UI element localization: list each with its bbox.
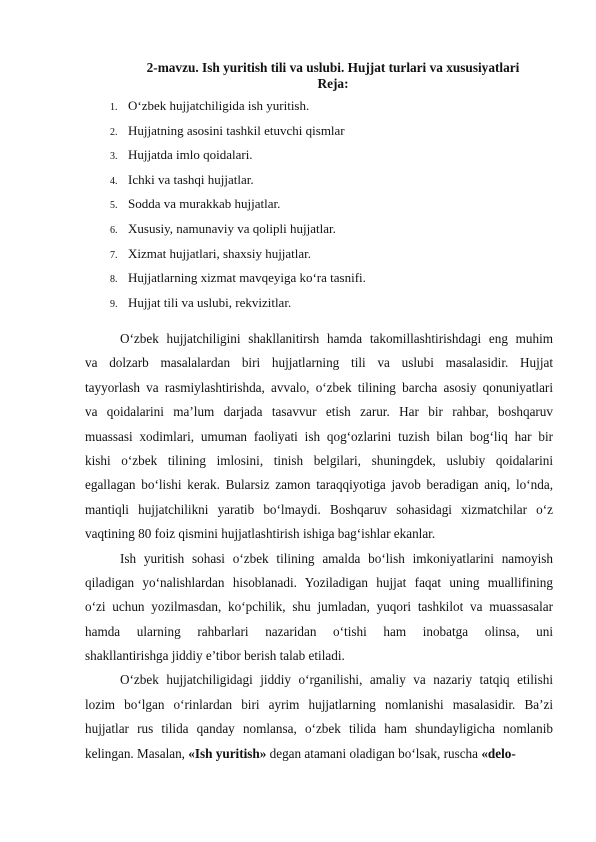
plan-item [110, 245, 366, 270]
text-line: shakllantirishga jiddiy e’tibor berish talab etiladi. [85, 648, 345, 664]
bold-term-delo: «delo- [481, 745, 516, 761]
paragraph-3-last-line [85, 742, 553, 766]
plan-heading: Reja: [317, 76, 349, 91]
plan-item-number: 2. [110, 126, 118, 138]
paragraph-1 [85, 327, 553, 547]
text-line: O‘zbek hujjatchiligini shakllanitirsh hamda takomillashtirishdagi eng muhim [120, 331, 553, 346]
text-line: O‘zbek hujjatchiligidagi jiddiy o‘rganilishi, amaliy va nazariy tatqiq etilishi [120, 672, 553, 688]
text-run: kelingan. Masalan, [85, 745, 189, 761]
plan-list [110, 97, 366, 318]
document-body [85, 327, 553, 766]
plan-item-number: 8. [110, 274, 118, 286]
text-line: egallagan bo‘lishi kerak. Bularsiz zamon taraqqiyotiga javob beradigan aniq, lo‘nda, [85, 477, 553, 493]
plan-item [110, 220, 366, 245]
plan-item [110, 171, 366, 196]
plan-item-text: O‘zbek hujjatchiligida ish yuritish. [128, 98, 310, 113]
text-line: hujjatlar rus tilida qanday nomlansa, o‘zbek tilida ham shundayligicha nomlanib [85, 721, 553, 737]
plan-item-text: Xususiy, namunaviy va qolipli hujjatlar. [128, 220, 336, 236]
plan-item-number: 7. [110, 249, 118, 261]
plan-item [110, 195, 366, 220]
text-line: o‘zi uchun yozilmasdan, ko‘pchilik, shu jumladan, yuqori tashkilot va muassasalar [85, 599, 553, 615]
text-line: va qoidalarini ma’lum darjada tasavvur etish zarur. Har bir rahbar, boshqaruv [85, 404, 553, 420]
bold-term-ish-yuritish: «Ish yuritish» [188, 745, 267, 761]
plan-item-text: Ichki va tashqi hujjatlar. [128, 171, 254, 187]
plan-item [110, 146, 366, 171]
plan-item-text: Hujjatning asosini tashkil etuvchi qismlar [128, 122, 345, 138]
plan-item-text: Sodda va murakkab hujjatlar. [128, 196, 281, 212]
text-line: vaqtining 80 foiz qismini hujjatlashtirish ishiga bag‘ishlar ekanlar. [85, 526, 436, 542]
text-line: hamda ularning rahbarlari nazaridan o‘tishi ham inobatga olinsa, uni [85, 623, 553, 639]
text-line: mantiqli hujjatchilikni yaratib bo‘lmaydi. Boshqaruv sohasidagi xizmatchilar o‘z [85, 501, 553, 517]
plan-item-text: Hujjatda imlo qoidalari. [128, 147, 253, 163]
text-line: muassasi xodimlari, umuman faoliyati ish qog‘ozlarini tuzish bilan bog‘liq har bir [85, 428, 553, 444]
document-title: 2-mavzu. Ish yuritish tili va uslubi. Hujjat turlari va xususiyatlari [146, 60, 520, 75]
plan-item-number: 4. [110, 175, 118, 187]
plan-item-number: 6. [110, 224, 118, 236]
plan-item-text: Hujjat tili va uslubi, rekvizitlar. [128, 294, 292, 310]
text-line: tayyorlash va rasmiylashtirishda, avvalo, o‘zbek tilining barcha asosiy qonuniyatlari [85, 379, 553, 395]
plan-item-text: Xizmat hujjatlari, shaxsiy hujjatlar. [128, 245, 312, 261]
plan-item-number: 5. [110, 200, 118, 212]
text-line: va dolzarb masalalardan biri hujjatlarning tili va uslubi masalasidir. Hujjat [85, 355, 553, 371]
text-line: qiladigan yo‘nalishlardan hisoblanadi. Yoziladigan hujjat faqat uning muallifining [85, 574, 553, 590]
plan-item-number: 9. [110, 298, 118, 310]
plan-item-number: 3. [110, 151, 118, 163]
plan-item [110, 97, 366, 122]
plan-item [110, 269, 366, 294]
plan-item [110, 294, 366, 319]
paragraph-2 [85, 547, 553, 669]
plan-item-text: Hujjatlarning xizmat mavqeyiga ko‘ra tasnifi. [128, 270, 366, 286]
text-line: lozim bo‘lgan o‘rinlardan biri ayrim hujjatlarning nomlanishi masalasidir. Ba’zi [85, 696, 553, 712]
text-run: degan atamani oladigan bo‘lsak, ruscha [266, 745, 482, 761]
paragraph-3 [85, 668, 553, 766]
plan-item [110, 122, 366, 147]
plan-item-number: 1. [110, 102, 118, 113]
text-line: kishi o‘zbek tilining imlosini, tinish belgilari, shuningdek, uslubiy qoidalarini [85, 452, 553, 468]
text-line: Ish yuritish sohasi o‘zbek tilining amalda bo‘lish imkoniyatlarini namoyish [120, 550, 553, 566]
